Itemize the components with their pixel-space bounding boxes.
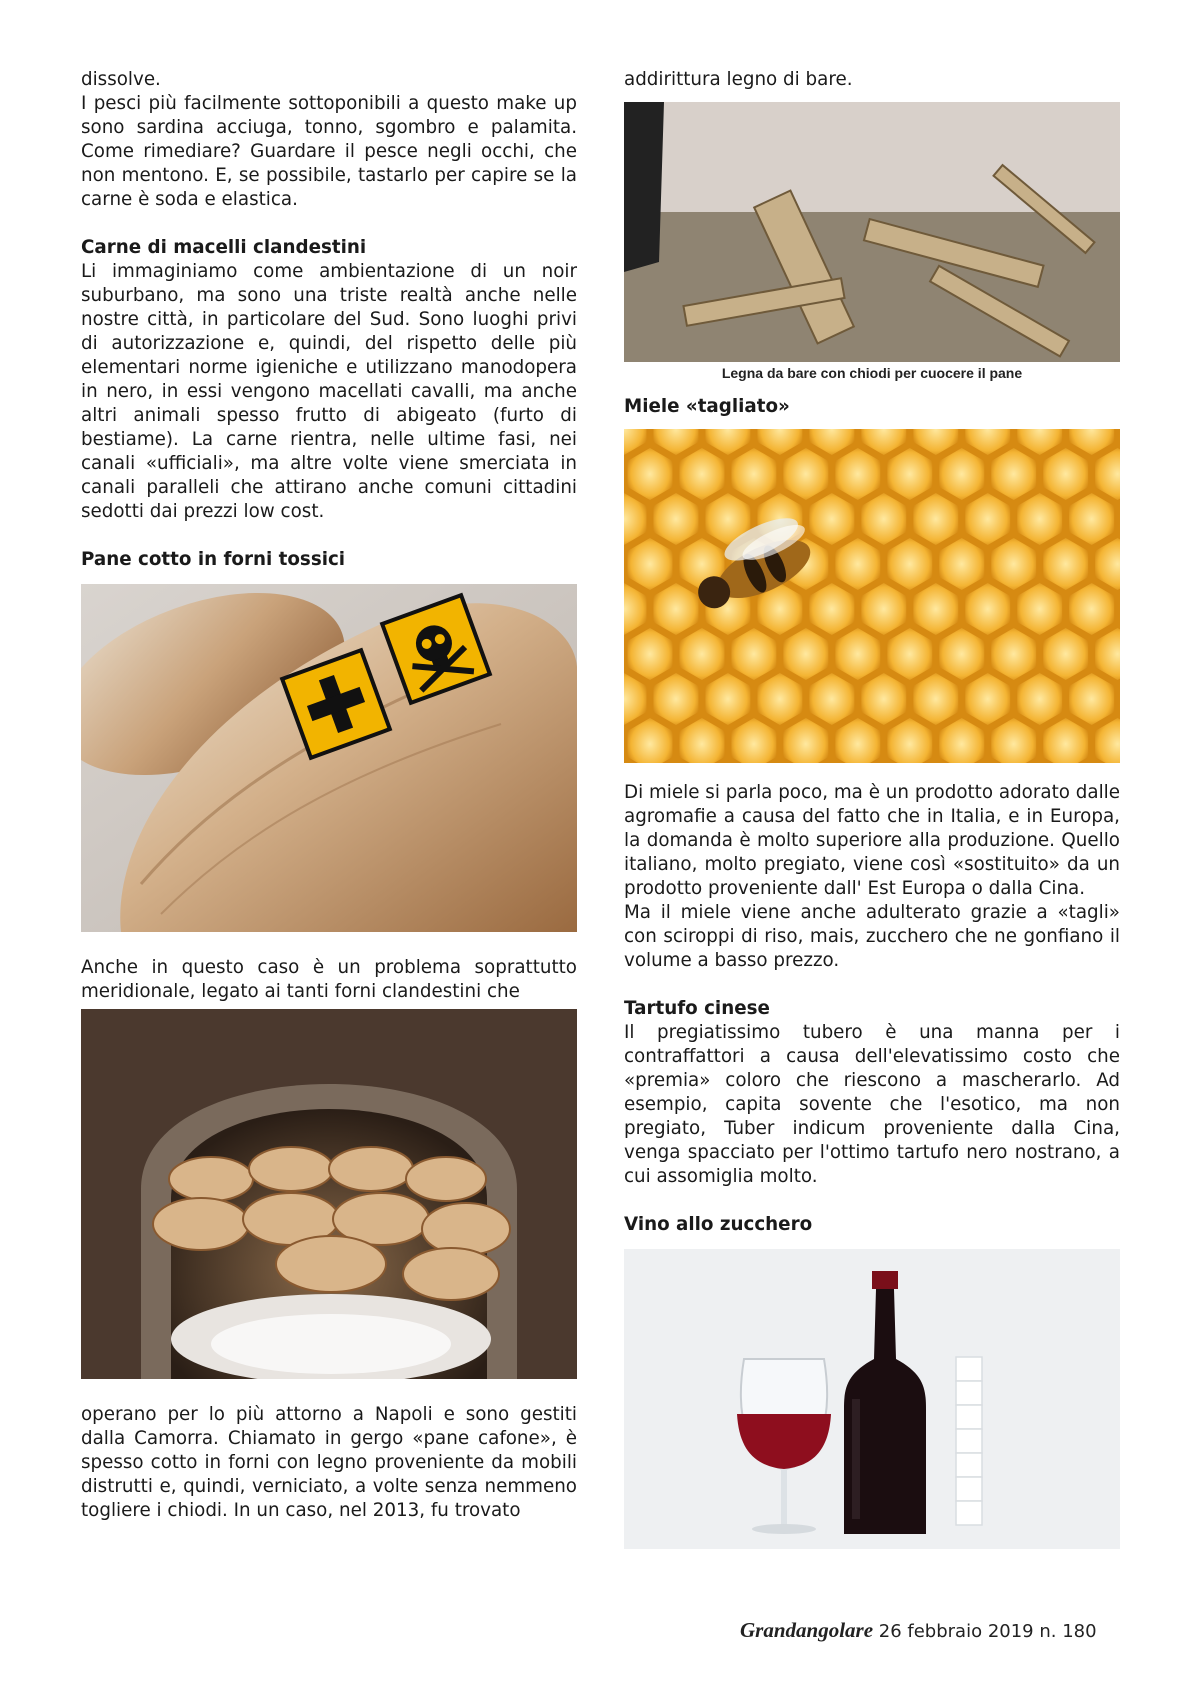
- bread-oven-image: [81, 1009, 577, 1379]
- right-column: [624, 68, 1120, 1549]
- left-column: [81, 68, 577, 1523]
- paragraph-carne: Li immaginiamo come ambientazione di un noir suburbano, ma sono una triste realtà anche nelle nostre città, in particolare del Sud. Sono luoghi privi di autorizzazione e, quindi, del rispetto delle più elementari norme igieniche e utilizzano manodopera in nero, in essi vengono macellati cavalli, ma anche altri animali spesso frutto di abigeato (furto di bestiame). La carne rientra, nelle ultime fasi, nei canali «ufficiali», ma altre volte viene smerciata in canali paralleli che attirano anche comuni cittadini sedotti dai prezzi low cost.: [81, 261, 577, 522]
- paragraph-bare: addirittura legno di bare.: [624, 69, 853, 90]
- paragraph-meridionale: Anche in questo caso è un problema soprattutto meridionale, legato ai tanti forni clandestini che: [81, 957, 577, 1002]
- caption-coffin-wood: Legna da bare con chiodi per cuocere il pane: [721, 365, 1023, 381]
- paragraph-napoli: operano per lo più attorno a Napoli e sono gestiti dalla Camorra. Chiamato in gergo «pane cafone», è spesso cotto in forni con legno proveniente da mobili distrutti e, quindi, verniciato, a volte senza nemmeno togliere i chiodi. In un caso, nel 2013, fu trovato: [81, 1404, 577, 1521]
- magazine-name: Grandangolare: [740, 1618, 874, 1642]
- page-footer: [740, 1618, 1097, 1643]
- heading-tartufo: Tartufo cinese: [624, 998, 770, 1019]
- heading-carne-macelli: Carne di macelli clandestini: [81, 237, 367, 258]
- paragraph-tartufo: Il pregiatissimo tubero è una manna per i contraffattori a causa dell'elevatissimo costo che «premia» coloro che riescono a mascherarlo. Ad esempio, capita sovente che l'esotico, ma non pregiato, Tuber indicum proveniente dalla Cina, venga spacciato per l'ottimo tartufo nero nostrano, a cui assomiglia molto.: [624, 1022, 1120, 1187]
- bread-hazard-image: [81, 584, 577, 932]
- heading-miele: Miele «tagliato»: [624, 396, 790, 417]
- heading-pane-forni: Pane cotto in forni tossici: [81, 549, 346, 570]
- sugar-cubes-icon: [956, 1357, 982, 1525]
- paragraph-miele: Di miele si parla poco, ma è un prodotto adorato dalle agromafie a causa del fatto che in Italia, e in Europa, la domanda è molto superiore alla produzione. Quello italiano, molto pregiato, viene così «sostituito» da un prodotto proveniente dall' Est Europa o dalla Cina.: [624, 782, 1120, 899]
- heading-vino: Vino allo zucchero: [624, 1214, 813, 1235]
- coffin-wood-image: [624, 102, 1120, 362]
- issue-info: 26 febbraio 2019 n. 180: [878, 1621, 1097, 1642]
- paragraph-dissolve: dissolve.: [81, 69, 161, 90]
- paragraph-pesci: I pesci più facilmente sottoponibili a questo make up sono sardina acciuga, tonno, sgombro e palamita. Come rimediare? Guardare il pesce negli occhi, che non mentono. E, se possibile, tastarlo per capire se la carne è soda e elastica.: [81, 93, 577, 210]
- wine-sugar-image: [624, 1249, 1120, 1549]
- honeycomb-bee-image: [624, 429, 1120, 763]
- paragraph-miele-tagli: Ma il miele viene anche adulterato grazie a «tagli» con sciroppi di riso, mais, zucchero che ne gonfiano il volume a basso prezzo.: [624, 902, 1120, 971]
